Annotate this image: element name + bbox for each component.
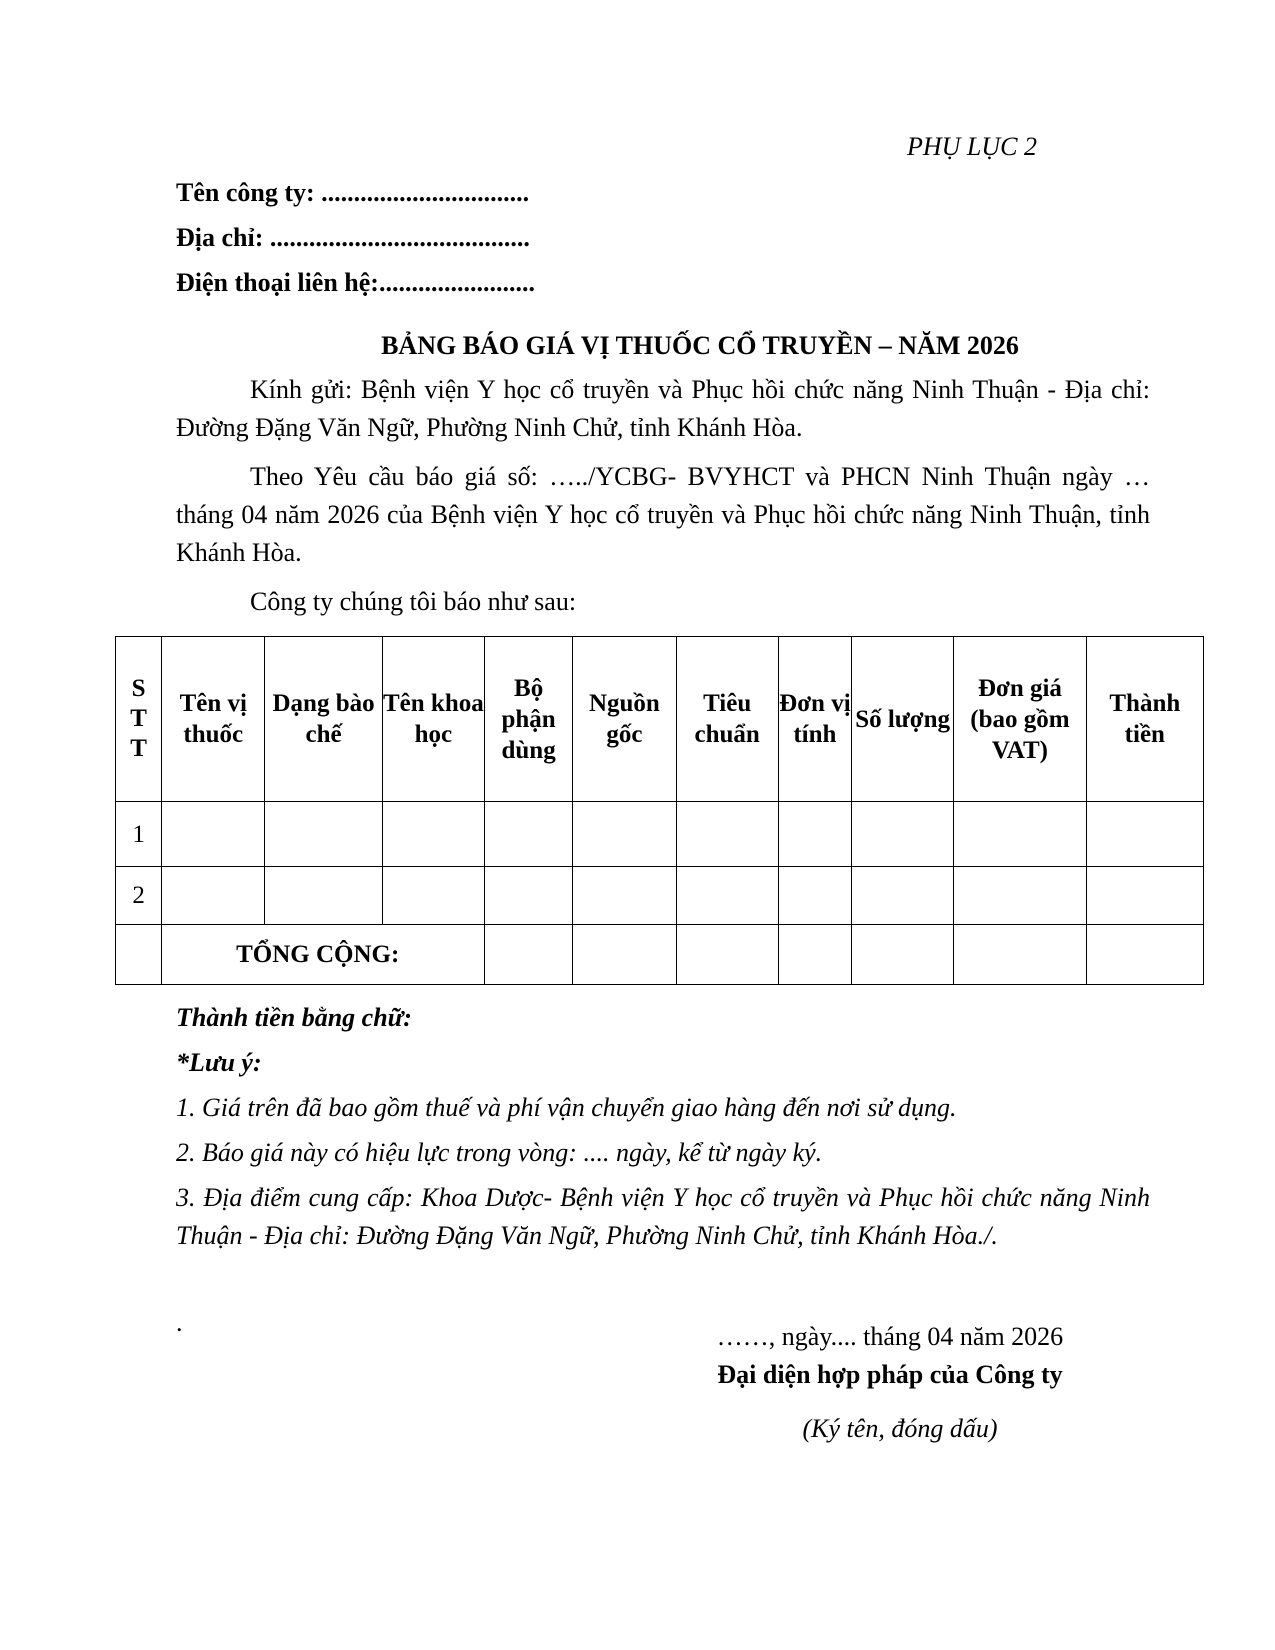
- header-so-luong: Số lượng: [851, 637, 953, 802]
- header-thanh-tien: Thành tiền: [1086, 637, 1203, 802]
- signature-note: (Ký tên, đóng dấu): [802, 1414, 998, 1443]
- row-stt: 1: [116, 802, 162, 867]
- header-don-vi-tinh: Đơn vị tính: [778, 637, 851, 802]
- table-cell: [778, 867, 851, 925]
- stray-dot: .: [176, 1308, 183, 1337]
- table-cell: [778, 925, 851, 985]
- table-header-row: [116, 637, 1204, 802]
- company-name-line: Tên công ty: ................................: [176, 178, 530, 207]
- header-don-gia: Đơn giá (bao gồm VAT): [954, 637, 1086, 802]
- table-cell: [116, 925, 162, 985]
- table-total-row: [116, 925, 1204, 985]
- table-cell: [851, 867, 953, 925]
- recipient-paragraph: Kính gửi: Bệnh viện Y học cổ truyền và Phục hồi chức năng Ninh Thuận - Địa chỉ: Đường Đặng Văn Ngữ, Phường Ninh Chử, tỉnh Khánh Hòa.: [176, 375, 1150, 442]
- header-ten-khoa-hoc: Tên khoa học: [382, 637, 484, 802]
- appendix-label: PHỤ LỤC 2: [907, 132, 1038, 161]
- header-dang-bao-che: Dạng bào chế: [265, 637, 382, 802]
- table-cell: [382, 802, 484, 867]
- signature-date-line: ……, ngày.... tháng 04 năm 2026: [716, 1322, 1064, 1351]
- table-cell: [1086, 867, 1203, 925]
- table-cell: [851, 925, 953, 985]
- table-cell: [1086, 925, 1203, 985]
- table-cell: [676, 867, 778, 925]
- header-stt: [116, 637, 162, 802]
- note-item-1: 1. Giá trên đã bao gồm thuế và phí vận chuyển giao hàng đến nơi sử dụng.: [176, 1093, 957, 1122]
- table-cell: [162, 802, 265, 867]
- table-cell: [954, 802, 1086, 867]
- table-cell: [485, 802, 573, 867]
- table-cell: [485, 925, 573, 985]
- table-cell: [954, 925, 1086, 985]
- header-bo-phan-dung: Bộ phận dùng: [485, 637, 573, 802]
- note-item-3: 3. Địa điểm cung cấp: Khoa Dược- Bệnh viện Y học cổ truyền và Phục hồi chức năng Ninh Thuận - Địa chỉ: Đường Đặng Văn Ngữ, Phường Ninh Chử, tỉnh Khánh Hòa./.: [176, 1183, 1150, 1250]
- table-cell: [1086, 802, 1203, 867]
- row-stt: 2: [116, 867, 162, 925]
- table-cell: [485, 867, 573, 925]
- document-title: BẢNG BÁO GIÁ VỊ THUỐC CỔ TRUYỀN – NĂM 2026: [381, 331, 1019, 360]
- header-stt-letter: T: [130, 735, 147, 762]
- request-paragraph: Theo Yêu cầu báo giá số: …../YCBG- BVYHCT và PHCN Ninh Thuận ngày … tháng 04 năm 2026 của Bệnh viện Y học cổ truyền và Phục hồi chức năng Ninh Thuận, tỉnh Khánh Hòa.: [176, 462, 1150, 567]
- header-stt-letter: S: [131, 675, 146, 702]
- header-nguon-goc: Nguồn gốc: [573, 637, 676, 802]
- table-cell: [573, 867, 676, 925]
- header-stt-letter: T: [130, 705, 147, 732]
- table-cell: [382, 867, 484, 925]
- table-cell: [954, 867, 1086, 925]
- table-row: [116, 802, 1204, 867]
- table-cell: [162, 867, 265, 925]
- table-cell: [851, 802, 953, 867]
- table-cell: [265, 802, 382, 867]
- table-cell: [778, 802, 851, 867]
- note-item-2: 2. Báo giá này có hiệu lực trong vòng: .... ngày, kể từ ngày ký.: [176, 1138, 823, 1167]
- table-cell: [265, 867, 382, 925]
- table-cell: [573, 802, 676, 867]
- notes-heading: *Lưu ý:: [176, 1048, 262, 1077]
- signature-representative: Đại diện hợp pháp của Công ty: [717, 1360, 1063, 1389]
- company-phone-line: Điện thoại liên hệ:........................: [176, 268, 535, 297]
- header-ten-vi-thuoc: Tên vị thuốc: [162, 637, 265, 802]
- intro-paragraph: Công ty chúng tôi báo như sau:: [250, 587, 577, 616]
- price-quote-table: [115, 636, 1204, 985]
- table-cell: [573, 925, 676, 985]
- table-cell: [676, 925, 778, 985]
- amount-in-words-label: Thành tiền bằng chữ:: [176, 1003, 412, 1032]
- header-tieu-chuan: Tiêu chuẩn: [676, 637, 778, 802]
- company-address-line: Địa chỉ: ........................................: [176, 223, 530, 252]
- total-label: TỔNG CỘNG:: [162, 925, 485, 985]
- table-cell: [676, 802, 778, 867]
- table-row: [116, 867, 1204, 925]
